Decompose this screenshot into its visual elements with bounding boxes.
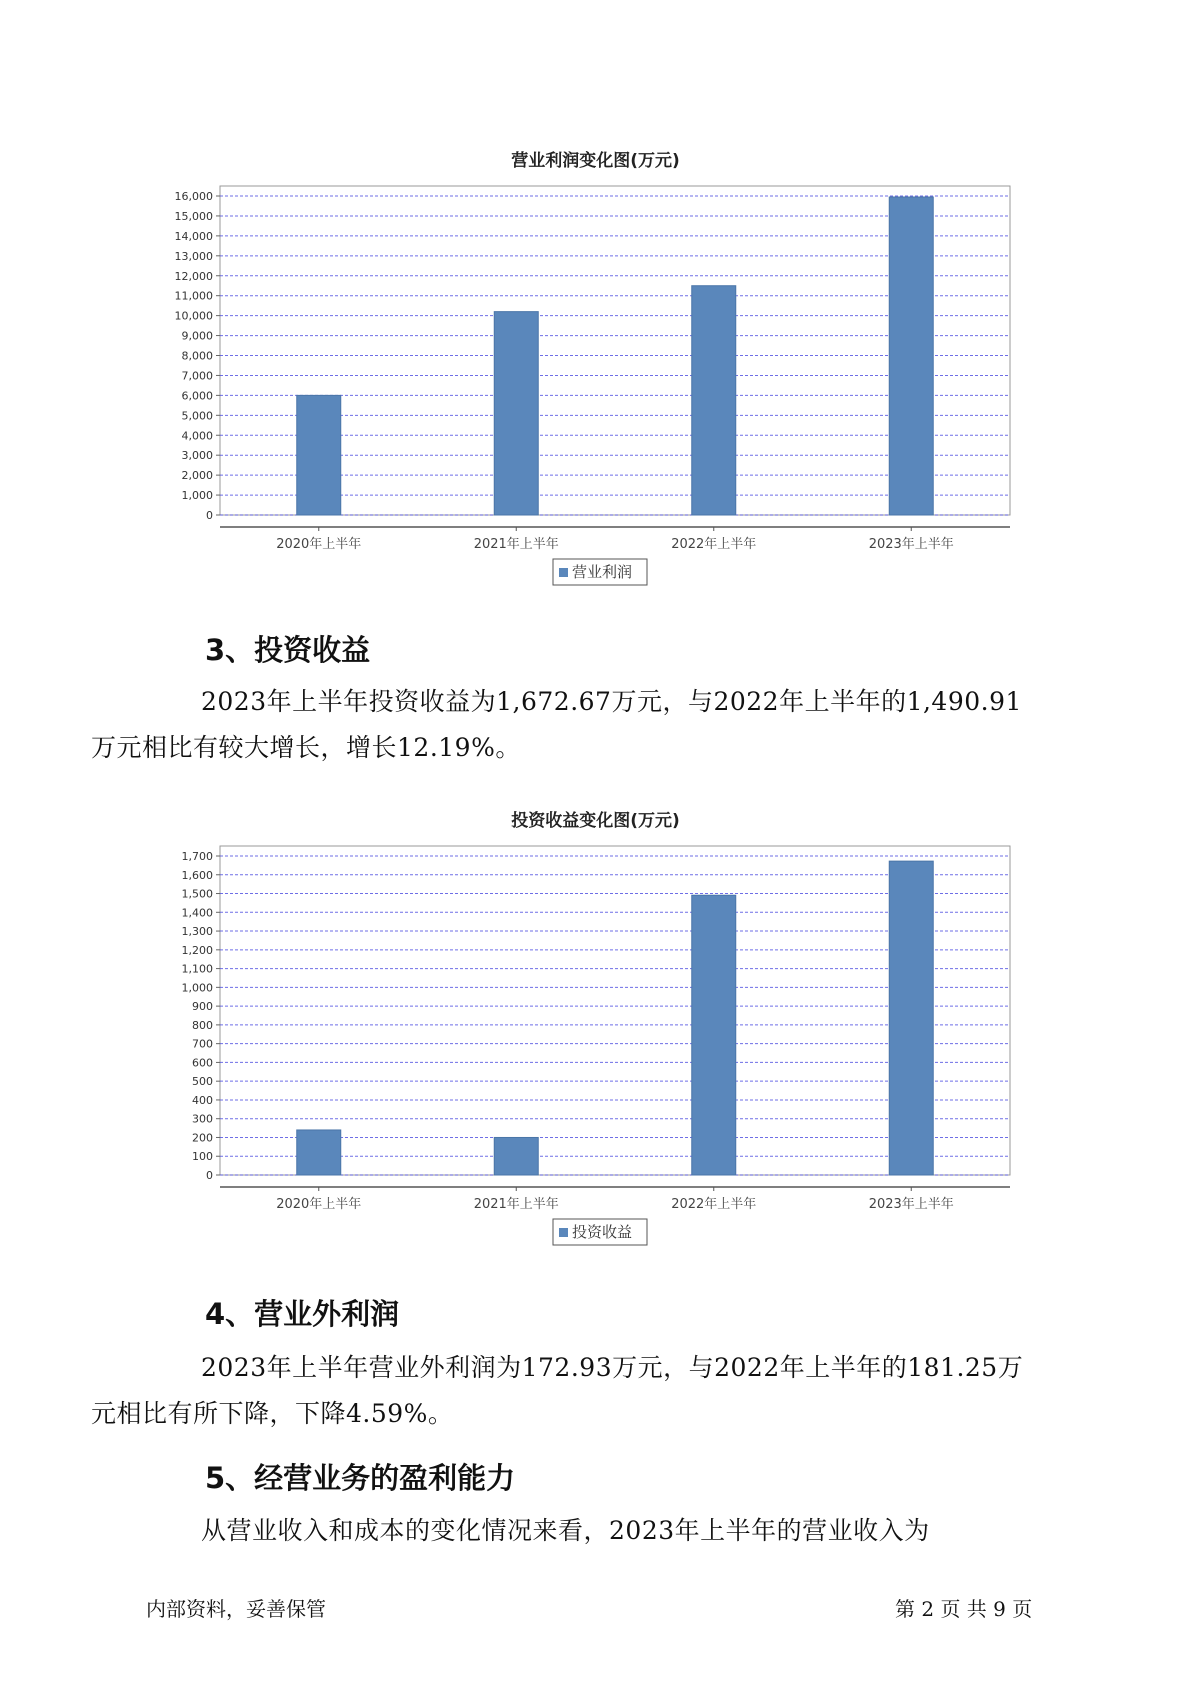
bar xyxy=(889,197,933,515)
y-tick-label: 9,000 xyxy=(181,329,213,343)
legend-swatch xyxy=(559,1228,568,1237)
y-tick-label: 7,000 xyxy=(181,369,213,383)
x-tick-label: 2021年上半年 xyxy=(473,1197,559,1212)
paragraph-profitability xyxy=(146,1508,1046,1554)
chart-investment-income xyxy=(0,840,1191,1260)
y-tick-label: 1,200 xyxy=(181,943,213,957)
y-tick-label: 500 xyxy=(192,1075,213,1089)
x-tick-label: 2021年上半年 xyxy=(473,537,559,552)
legend-swatch xyxy=(559,568,568,577)
bar xyxy=(297,395,341,515)
chart-operating-profit xyxy=(0,180,1191,600)
y-tick-label: 0 xyxy=(206,509,213,522)
paragraph-investment-income xyxy=(91,679,1046,771)
y-tick-label: 600 xyxy=(192,1056,213,1070)
bar xyxy=(494,1137,538,1175)
section-heading-investment-income: 3、投资收益 xyxy=(205,633,371,667)
y-tick-label: 2,000 xyxy=(181,469,213,483)
legend-label: 营业利润 xyxy=(572,563,633,581)
paragraph-line: 2023年上半年投资收益为1,672.67万元，与2022年上半年的1,490.91 xyxy=(201,687,1022,716)
y-tick-label: 100 xyxy=(192,1150,213,1164)
chart-title-investment-income: 投资收益变化图(万元) xyxy=(511,811,680,831)
y-tick-label: 1,400 xyxy=(181,906,213,920)
footer-confidential-note: 内部资料，妥善保管 xyxy=(146,1597,326,1621)
chart-operating-profit-svg xyxy=(0,180,1191,600)
y-tick-label: 1,600 xyxy=(181,868,213,882)
y-tick-label: 14,000 xyxy=(174,229,213,243)
y-tick-label: 16,000 xyxy=(174,190,213,203)
bar xyxy=(297,1130,341,1175)
y-tick-label: 200 xyxy=(192,1131,213,1145)
y-tick-label: 5,000 xyxy=(181,409,213,423)
x-tick-label: 2020年上半年 xyxy=(276,537,362,552)
footer-page-number: 第 2 页 共 9 页 xyxy=(895,1597,1033,1621)
paragraph-line: 万元相比有较大增长，增长12.19%。 xyxy=(91,733,521,762)
x-tick-label: 2022年上半年 xyxy=(671,537,757,552)
y-tick-label: 1,700 xyxy=(181,850,213,863)
y-tick-label: 400 xyxy=(192,1093,213,1107)
y-tick-label: 8,000 xyxy=(181,349,213,363)
bar xyxy=(692,286,736,515)
y-tick-label: 15,000 xyxy=(174,209,213,223)
bar xyxy=(494,312,538,515)
y-tick-label: 10,000 xyxy=(174,309,213,323)
legend-label: 投资收益 xyxy=(572,1223,633,1241)
bar xyxy=(889,861,933,1175)
chart-title-operating-profit: 营业利润变化图(万元) xyxy=(511,151,680,171)
y-tick-label: 3,000 xyxy=(181,449,213,463)
y-tick-label: 12,000 xyxy=(174,269,213,283)
bar xyxy=(692,895,736,1175)
y-tick-label: 1,500 xyxy=(181,887,213,901)
section-heading-profitability: 5、经营业务的盈利能力 xyxy=(205,1461,516,1495)
y-tick-label: 300 xyxy=(192,1112,213,1126)
paragraph-line: 2023年上半年营业外利润为172.93万元，与2022年上半年的181.25万 xyxy=(201,1353,1024,1382)
y-tick-label: 0 xyxy=(206,1169,213,1182)
paragraph-line: 元相比有所下降，下降4.59%。 xyxy=(91,1399,454,1428)
x-tick-label: 2020年上半年 xyxy=(276,1197,362,1212)
y-tick-label: 900 xyxy=(192,1000,213,1014)
y-tick-label: 700 xyxy=(192,1037,213,1051)
y-tick-label: 13,000 xyxy=(174,249,213,263)
x-tick-label: 2023年上半年 xyxy=(868,1197,954,1212)
y-tick-label: 1,000 xyxy=(181,981,213,995)
x-tick-label: 2022年上半年 xyxy=(671,1197,757,1212)
x-tick-label: 2023年上半年 xyxy=(868,537,954,552)
paragraph-non-operating-profit xyxy=(91,1345,1046,1437)
y-tick-label: 11,000 xyxy=(174,289,213,303)
y-tick-label: 6,000 xyxy=(181,389,213,403)
y-tick-label: 1,100 xyxy=(181,962,213,976)
y-tick-label: 4,000 xyxy=(181,429,213,443)
y-tick-label: 1,300 xyxy=(181,925,213,939)
section-heading-non-operating-profit: 4、营业外利润 xyxy=(205,1297,400,1331)
chart-investment-income-svg xyxy=(0,840,1191,1260)
y-tick-label: 800 xyxy=(192,1018,213,1032)
y-tick-label: 1,000 xyxy=(181,489,213,503)
paragraph-line: 从营业收入和成本的变化情况来看，2023年上半年的营业收入为 xyxy=(201,1516,930,1545)
